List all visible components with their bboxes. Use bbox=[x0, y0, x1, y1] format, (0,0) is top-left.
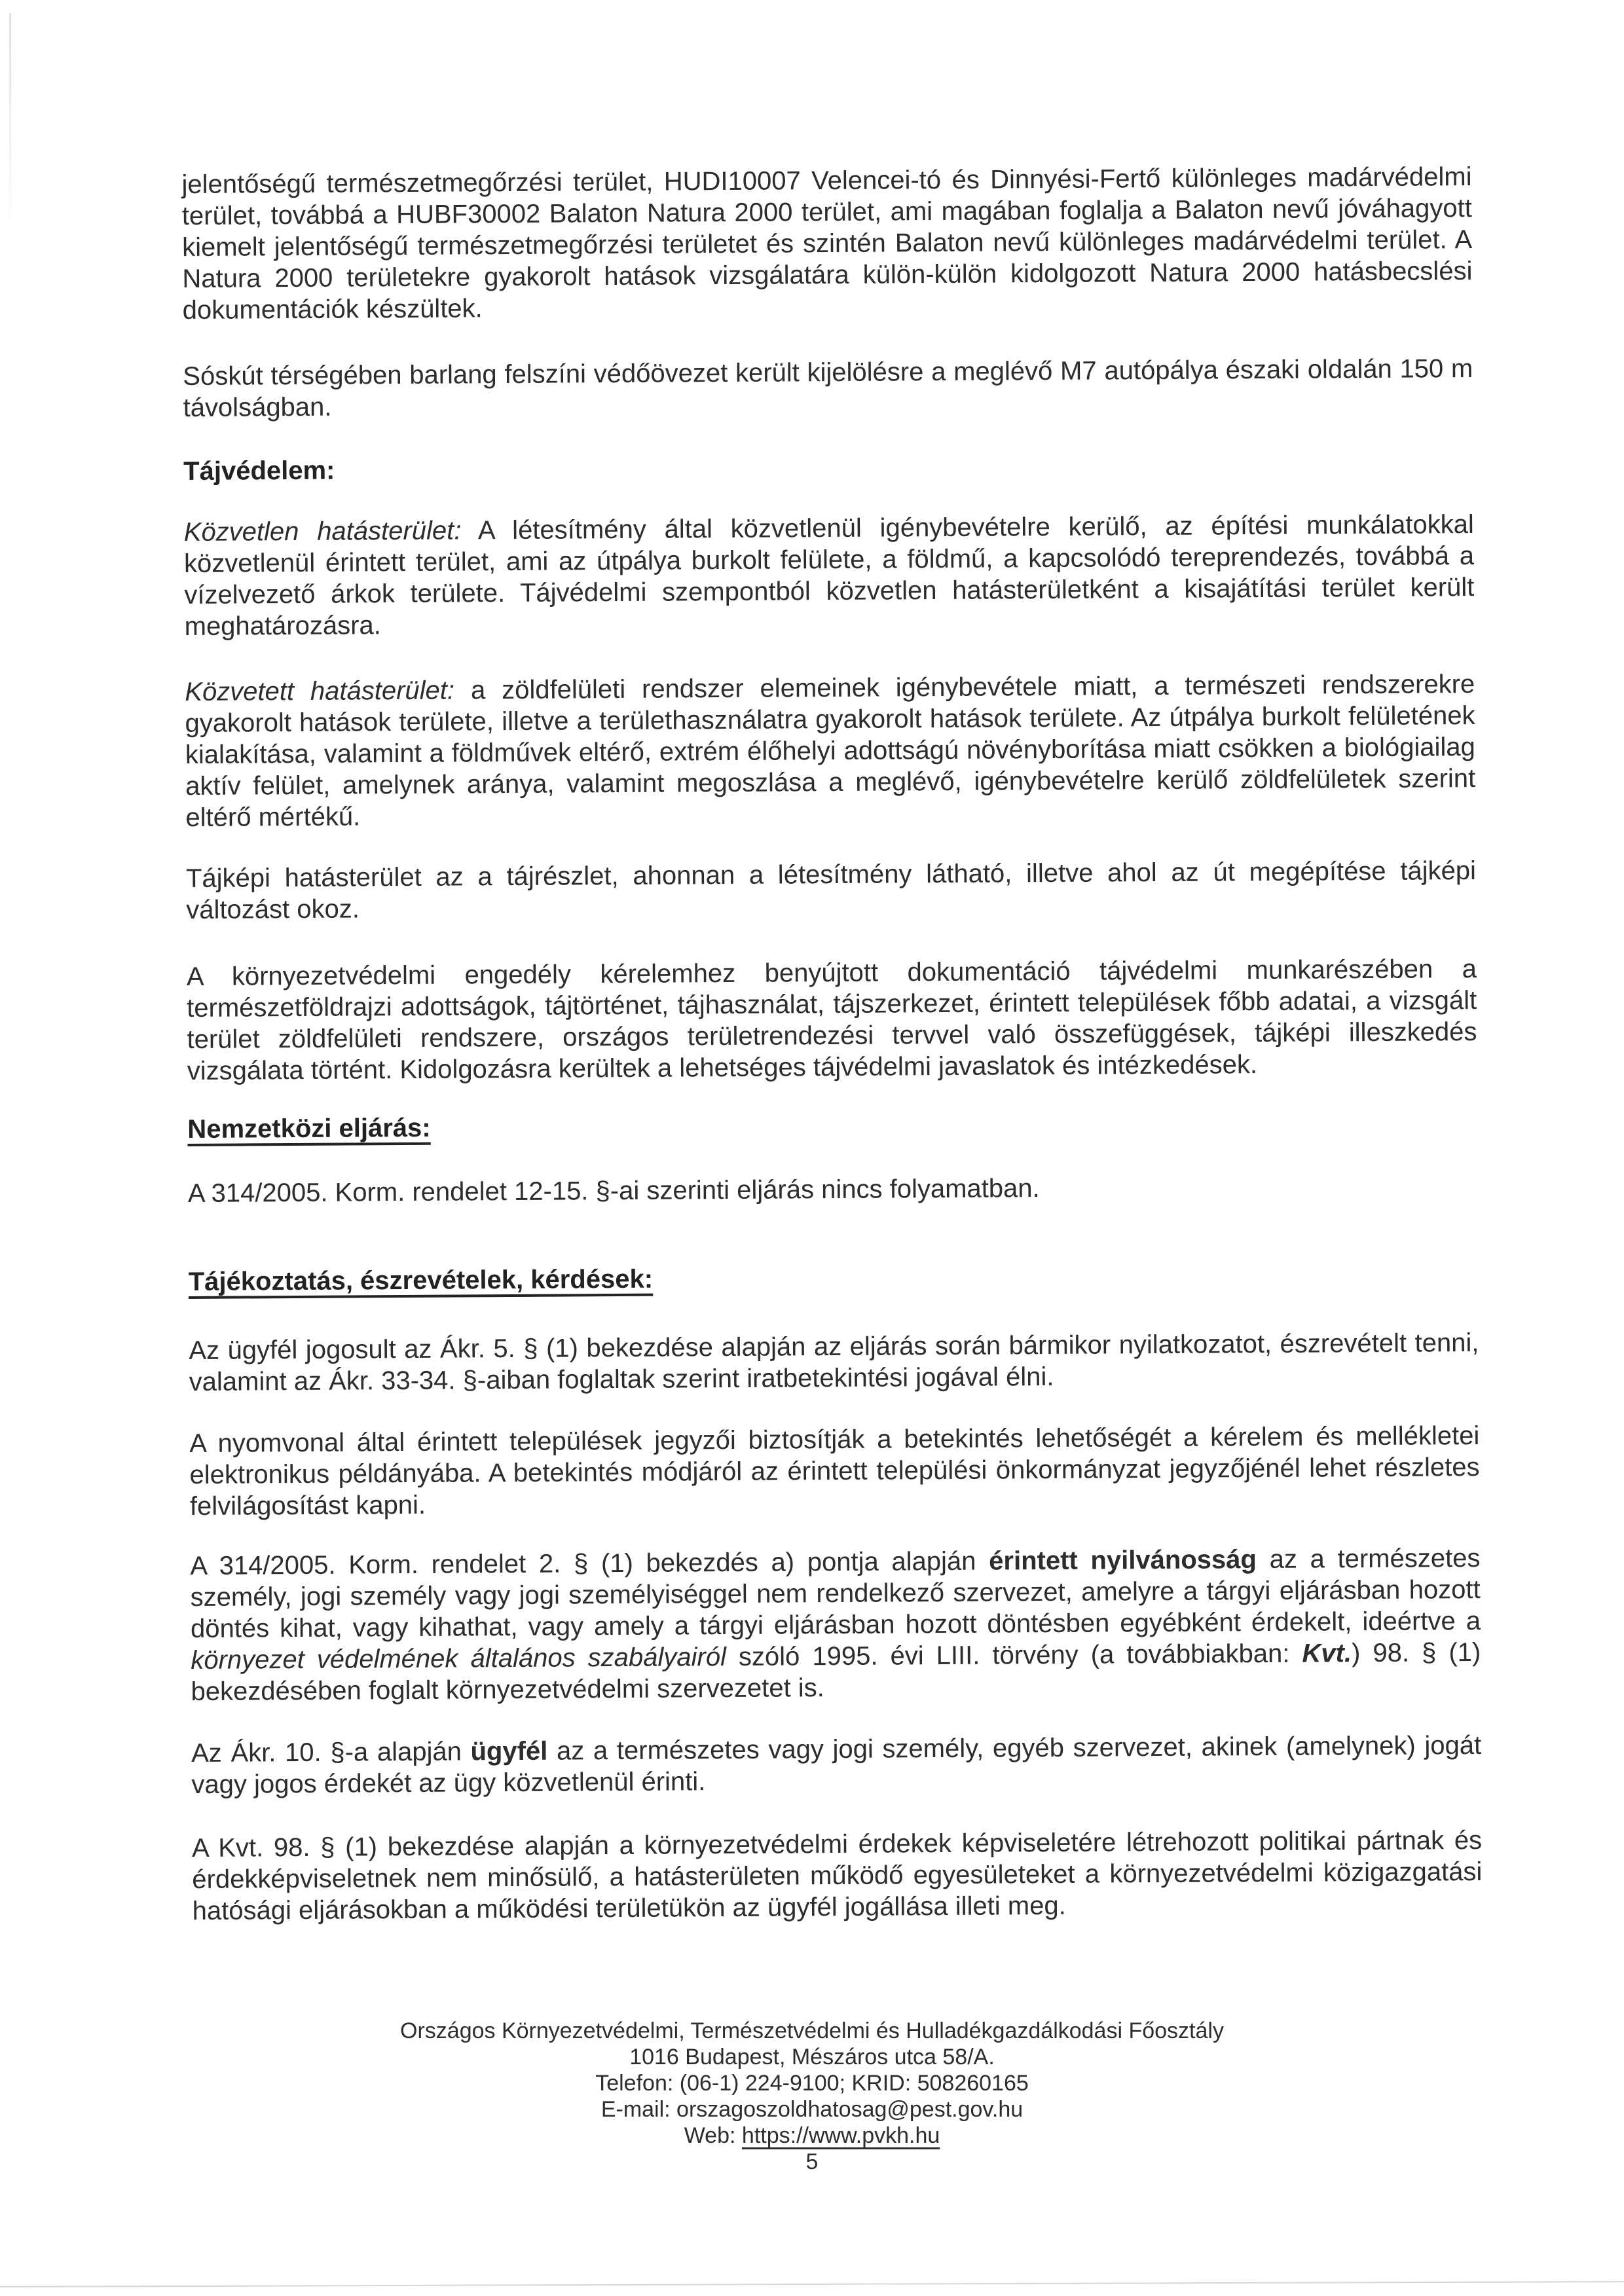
paragraph-text: a zöldfelületi rendszer elemeinek igénybevétele miatt, a természeti rendszerekre gyakorolt hatások területe, illetve a területhasználatra gyakorolt hatások területe. Az útpálya burkolt felületének kialakítása, valamint a földművek eltérő, extrém élőhelyi adottságú növényborítása miatt csökken a biológiailag aktív felület, amelynek aránya, valamint megoszlása a meglévő, igénybevételre kerülő zöldfelületek szerint eltérő mértékű. bbox=[185, 669, 1476, 833]
paragraph-nyomvonal-betekintes: A nyomvonal által érintett települések jegyzői biztosítják a betekintés lehetőségét a kérelem és mellékletei elektronikus példányába. A betekintés módjáról az érintett települési önkormányzat jegyzőjénél lehet részletes felvilágosítást kapni. bbox=[189, 1421, 1480, 1522]
page-number: 5 bbox=[805, 2149, 819, 2174]
paragraph-natura2000-areas: jelentőségű természetmegőrzési terület, HUDI10007 Velencei-tó és Dinnyési-Fertő különleges madárvédelmi terület, továbbá a HUBF30002 Balaton Natura 2000 terület, ami magában foglalja a Balaton nevű jóváhagyott kiemelt jelentőségű természetmegőrzési területet és szintén Balaton nevű különleges madárvédelmi terület. A Natura 2000 területekre gyakorolt hatások vizsgálatára külön-külön kidolgozott Natura 2000 hatásbecslési dokumentációk készültek. bbox=[181, 162, 1473, 325]
bold-term-erintett-nyilvanossag: érintett nyilvánosság bbox=[989, 1545, 1257, 1576]
footer-department: Országos Környezetvédelmi, Természetvédelmi és Hulladékgazdálkodási Főosztály bbox=[400, 2018, 1224, 2043]
heading-tajvedelem: Tájvédelem: bbox=[183, 456, 335, 486]
paragraph-kozvetlen-hatasterulet bbox=[184, 509, 1475, 642]
paragraph-ugyfel-jogosult: Az ügyfél jogosult az Ákr. 5. § (1) bekezdése alapján az eljárás során bármikor nyilatkozatot, észrevételt tenni, valamint az Ákr. 33-34. §-aiban foglaltak szerint iratbetekintési jogával élni. bbox=[189, 1328, 1479, 1397]
paragraph-lead-italic: Közvetlen hatásterület: bbox=[183, 516, 462, 547]
paragraph-text: ) 98. § (1) bekezdésében foglalt környezetvédelmi szervezetet is. bbox=[191, 1637, 1481, 1706]
heading-nemzetkozi-eljaras bbox=[187, 1106, 1477, 1145]
page-footer bbox=[0, 2018, 1624, 2175]
paragraph-tajvedelmi-munkaresz: A környezetvédelmi engedély kérelemhez benyújtott dokumentáció tájvédelmi munkarészében a természetföldrajzi adottságok, tájtörténet, tájhasználat, tájszerkezet, érintett települések főbb adatai, a vizsgált terület zöldfelületi rendszere, országos területrendezési tervvel való összefüggések, tájképi illeszkedés vizsgálata történt. Kidolgozásra kerültek a lehetséges tájvédelmi javaslatok és intézkedések. bbox=[186, 954, 1477, 1086]
scan-artifact-bottom-line bbox=[0, 2281, 1624, 2287]
document-body bbox=[181, 0, 1483, 1927]
footer-phone-krid: Telefon: (06-1) 224-9100; KRID: 508260165 bbox=[595, 2071, 1029, 2096]
paragraph-text: az a természetes vagy jogi személy, egyéb szervezet, akinek (amelynek) jogát vagy jogos érdekét az ügy közvetlenül érinti. bbox=[191, 1730, 1482, 1799]
paragraph-tajkepi-hatasterulet: Tájképi hatásterület az a tájrészlet, ahonnan a létesítmény látható, illetve ahol az út megépítése tájképi változást okoz. bbox=[185, 856, 1477, 925]
paragraph-lead-italic: Közvetett hatásterület: bbox=[185, 676, 455, 707]
paragraph-text: szóló 1995. évi LIII. törvény (a továbbiakban: bbox=[738, 1639, 1290, 1671]
bold-term-ugyfel: ügyfél bbox=[470, 1736, 548, 1766]
paragraph-text: Az Ákr. 10. §-a alapján bbox=[191, 1737, 462, 1768]
footer-web-line bbox=[0, 2123, 1624, 2149]
bold-italic-term-kvt: Kvt. bbox=[1302, 1639, 1352, 1668]
paragraph-kvt-egyesuletek: A Kvt. 98. § (1) bekezdése alapján a környezetvédelmi érdekek képviseletére létrehozott politikai pártnak és érdekképviseletnek nem minősülő, a hatásterületen működő egyesületeket a környezetvédelmi közigazgatási hatósági eljárásokban a működési területükön az ügyfél jogállása illeti meg. bbox=[191, 1825, 1483, 1925]
paragraph-text: az a természetes személy, jogi személy vagy jogi személyiséggel nem rendelkező szervezet, amelyre a tárgyi eljárásban hozott döntés kihat, vagy kihathat, vagy amely a tárgyi eljárásban hozott döntésben egyébként érdekelt, ideértve a bbox=[190, 1543, 1481, 1643]
italic-law-title: környezet védelmének általános szabályairól bbox=[191, 1643, 727, 1675]
scan-artifact-left-line bbox=[9, 13, 11, 236]
heading-tajekoztatas bbox=[189, 1258, 1479, 1298]
paragraph-text: A 314/2005. Korm. rendelet 2. § (1) bekezdés a) pontja alapján bbox=[190, 1546, 976, 1580]
footer-web-label: Web: bbox=[684, 2123, 736, 2148]
paragraph-nemzetkozi-eljaras: A 314/2005. Korm. rendelet 12-15. §-ai szerinti eljárás nincs folyamatban. bbox=[187, 1174, 1040, 1209]
paragraph-ugyfel-definicio bbox=[191, 1730, 1482, 1800]
footer-web-url: https://www.pvkh.hu bbox=[741, 2123, 940, 2148]
footer-email: E-mail: orszagoszoldhatosag@pest.gov.hu bbox=[600, 2097, 1024, 2122]
footer-address: 1016 Budapest, Mészáros utca 58/A. bbox=[629, 2045, 995, 2069]
heading-text: Nemzetközi eljárás: bbox=[187, 1113, 431, 1144]
paragraph-kozvetett-hatasterulet bbox=[185, 668, 1475, 833]
paragraph-erintett-nyilvanossag bbox=[190, 1542, 1481, 1707]
paragraph-text: A létesítmény által közvetlenül igénybevételre kerülő, az építési munkálatokkal közvetlenül érintett terület, ami az útpálya burkolt felülete, a földmű, a kapcsolódó tereprendezés, továbbá a vízelvezető árkok területe. Tájvédelmi szempontból közvetlen hatásterületként a kisajátítási terület került meghatározásra. bbox=[183, 509, 1475, 642]
heading-text: Tájékoztatás, észrevételek, kérdések: bbox=[188, 1264, 654, 1297]
paragraph-soskut-cave-zone: Sóskút térségében barlang felszíni védőövezet került kijelölésre a meglévő M7 autópálya északi oldalán 150 m távolságban. bbox=[183, 354, 1473, 423]
